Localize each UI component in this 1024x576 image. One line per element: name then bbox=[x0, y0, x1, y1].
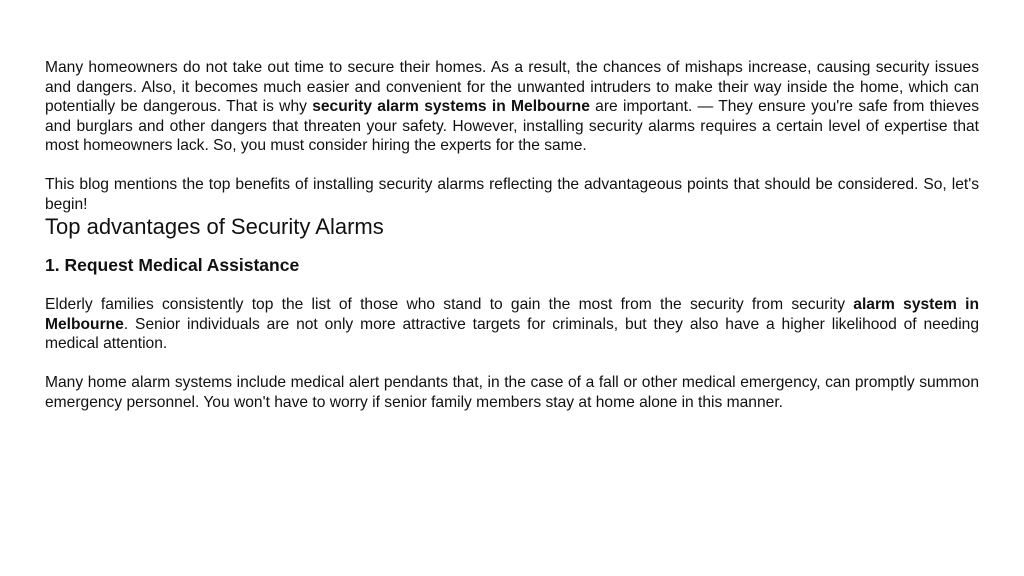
medical-text-end: . Senior individuals are not only more attractive targets for criminals, but they also have a higher likelihood of needing medical attention. bbox=[45, 315, 979, 353]
medical-alert-paragraph: Many home alarm systems include medical alert pendants that, in the case of a fall or other medical emergency, can promptly summon emergency personnel. You won't have to worry if senior family members stay at home alone in this manner. bbox=[45, 373, 979, 411]
subsection-heading: 1. Request Medical Assistance bbox=[45, 255, 300, 276]
keyword-security-alarm-systems: security alarm systems in Melbourne bbox=[312, 98, 590, 116]
intro-paragraph bbox=[45, 58, 979, 156]
keyword-alarm-system: alarm system in Melbourne bbox=[45, 296, 979, 333]
intro-text-start: Many homeowners do not take out time to secure their homes. As a result, the chances of mishaps increase, causing security issues and dangers. Also, it becomes much easier and convenient for the unwanted intruders to make their way inside the home, which can potentially be dangerous. That is why bbox=[45, 59, 979, 116]
medical-assistance-paragraph bbox=[45, 295, 979, 354]
medical-text-start: Elderly families consistently top the list of those who stand to gain the most from the security from security bbox=[45, 296, 854, 314]
section-heading: Top advantages of Security Alarms bbox=[45, 214, 384, 240]
intro-text-end: are important. — They ensure you're safe from thieves and burglars and other dangers that threaten your safety. However, installing security alarms requires a certain level of expertise that most homeowners lack. So, you must consider hiring the experts for the same. bbox=[45, 98, 980, 155]
document-page bbox=[45, 58, 979, 412]
blog-intro-paragraph: This blog mentions the top benefits of installing security alarms reflecting the advantageous points that should be considered. So, let's begin! bbox=[45, 175, 979, 213]
